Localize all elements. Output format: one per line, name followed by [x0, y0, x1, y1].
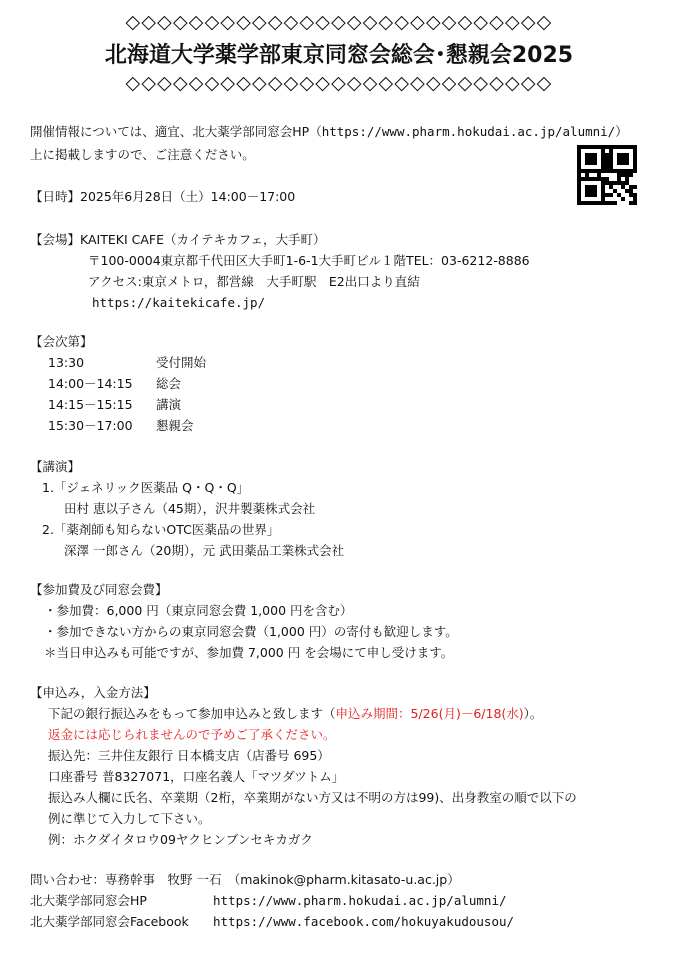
application-heading: 【申込み，入金方法】 — [30, 685, 156, 700]
schedule-heading: 【会次第】 — [30, 334, 93, 349]
hp-url-link[interactable]: https://www.pharm.hokudai.ac.jp/alumni/ — [213, 893, 507, 908]
transfer-example: 例：ホクダイタロウ09ヤクヒンブンセキカガク — [48, 832, 313, 847]
application-line-1 — [48, 706, 542, 722]
schedule-time: 14:00－14:15 — [48, 376, 133, 391]
instruction-line-1: 振込み人欄に氏名、卒業期（2桁，卒業期がない方又は不明の方は99)、出身教室の順で以下の — [48, 790, 577, 805]
schedule-time: 13:30 — [48, 355, 85, 370]
fee-line: ・参加できない方からの東京同窓会費（1,000 円）の寄付も歓迎します。 — [44, 624, 458, 639]
contact-inquiry: 問い合わせ：専務幹事 牧野 一石 （makinok@pharm.kitasato-u.ac.jp） — [30, 872, 460, 887]
lecture-title: 2.「薬剤師も知らないOTC医薬品の世界」 — [42, 522, 280, 537]
schedule-time: 14:15－15:15 — [48, 397, 133, 412]
facebook-url-link[interactable]: https://www.facebook.com/hokuyakudousou/ — [213, 914, 515, 929]
intro-line-1 — [30, 124, 628, 140]
fees-heading: 【参加費及び同窓会費】 — [30, 582, 168, 597]
venue-heading: 【会場】KAITEKI CAFE（カイテキカフェ，大手町） — [30, 232, 326, 247]
account-info: 口座番号 普8327071，口座名義人「マツダツトム」 — [48, 769, 345, 784]
qr-code-icon — [577, 145, 637, 205]
schedule-time: 15:30－17:00 — [48, 418, 133, 433]
venue-access: アクセス:東京メトロ，都営線 大手町駅 E2出口より直結 — [88, 274, 420, 289]
decorative-diamond-row-top: ◇◇◇◇◇◇◇◇◇◇◇◇◇◇◇◇◇◇◇◇◇◇◇◇◇◇◇ — [125, 11, 553, 33]
alumni-hp-link[interactable]: https://www.pharm.hokudai.ac.jp/alumni/ — [321, 124, 616, 139]
hp-label: 北大薬学部同窓会HP — [30, 893, 147, 908]
application-period: 申込み期間：5/26(月)－6/18(水) — [335, 706, 524, 721]
application-text: 下記の銀行振込みをもって参加申込みと致します（ — [48, 706, 336, 721]
lecture-speaker: 深澤 一郎さん（20期），元 武田薬品工業株式会社 — [64, 543, 345, 558]
facebook-label: 北大薬学部同窓会Facebook — [30, 914, 189, 929]
bank-info: 振込先：三井住友銀行 日本橋支店（店番号 695） — [48, 748, 330, 763]
fee-line: ・参加費：6,000 円（東京同窓会費 1,000 円を含む） — [44, 603, 353, 618]
fee-line: ＊当日申込みも可能ですが、参加費 7,000 円 を会場にて申し受けます。 — [44, 645, 454, 660]
datetime-line: 【日時】2025年6月28日（土）14:00－17:00 — [30, 189, 296, 204]
page-title: 北海道大学薬学部東京同窓会総会･懇親会2025 — [104, 43, 574, 68]
schedule-event: 総会 — [156, 376, 182, 391]
intro-text: 開催情報については、適宜、北大薬学部同窓会HP（ — [30, 124, 322, 139]
lectures-heading: 【講演】 — [30, 459, 81, 474]
venue-url-link[interactable]: https://kaitekicafe.jp/ — [92, 295, 266, 310]
application-text-suffix: ）。 — [523, 706, 543, 721]
decorative-diamond-row-bottom: ◇◇◇◇◇◇◇◇◇◇◇◇◇◇◇◇◇◇◇◇◇◇◇◇◇◇◇ — [125, 72, 553, 94]
venue-address: 〒100-0004東京都千代田区大手町1-6-1大手町ビル１階TEL：03-6212-8886 — [88, 253, 530, 268]
lecture-title: 1.「ジェネリック医薬品 Q・Q・Q」 — [42, 480, 250, 495]
schedule-event: 受付開始 — [156, 355, 207, 370]
refund-note: 返金には応じられませんので予めご了承ください。 — [48, 727, 336, 742]
schedule-event: 講演 — [156, 397, 182, 412]
instruction-line-2: 例に準じて入力して下さい。 — [48, 811, 211, 826]
lecture-speaker: 田村 恵以子さん（45期），沢井製薬株式会社 — [64, 501, 316, 516]
intro-line-2: 上に掲載しますので、ご注意ください。 — [30, 147, 255, 162]
intro-text-suffix: ） — [615, 124, 628, 139]
schedule-event: 懇親会 — [156, 418, 194, 433]
